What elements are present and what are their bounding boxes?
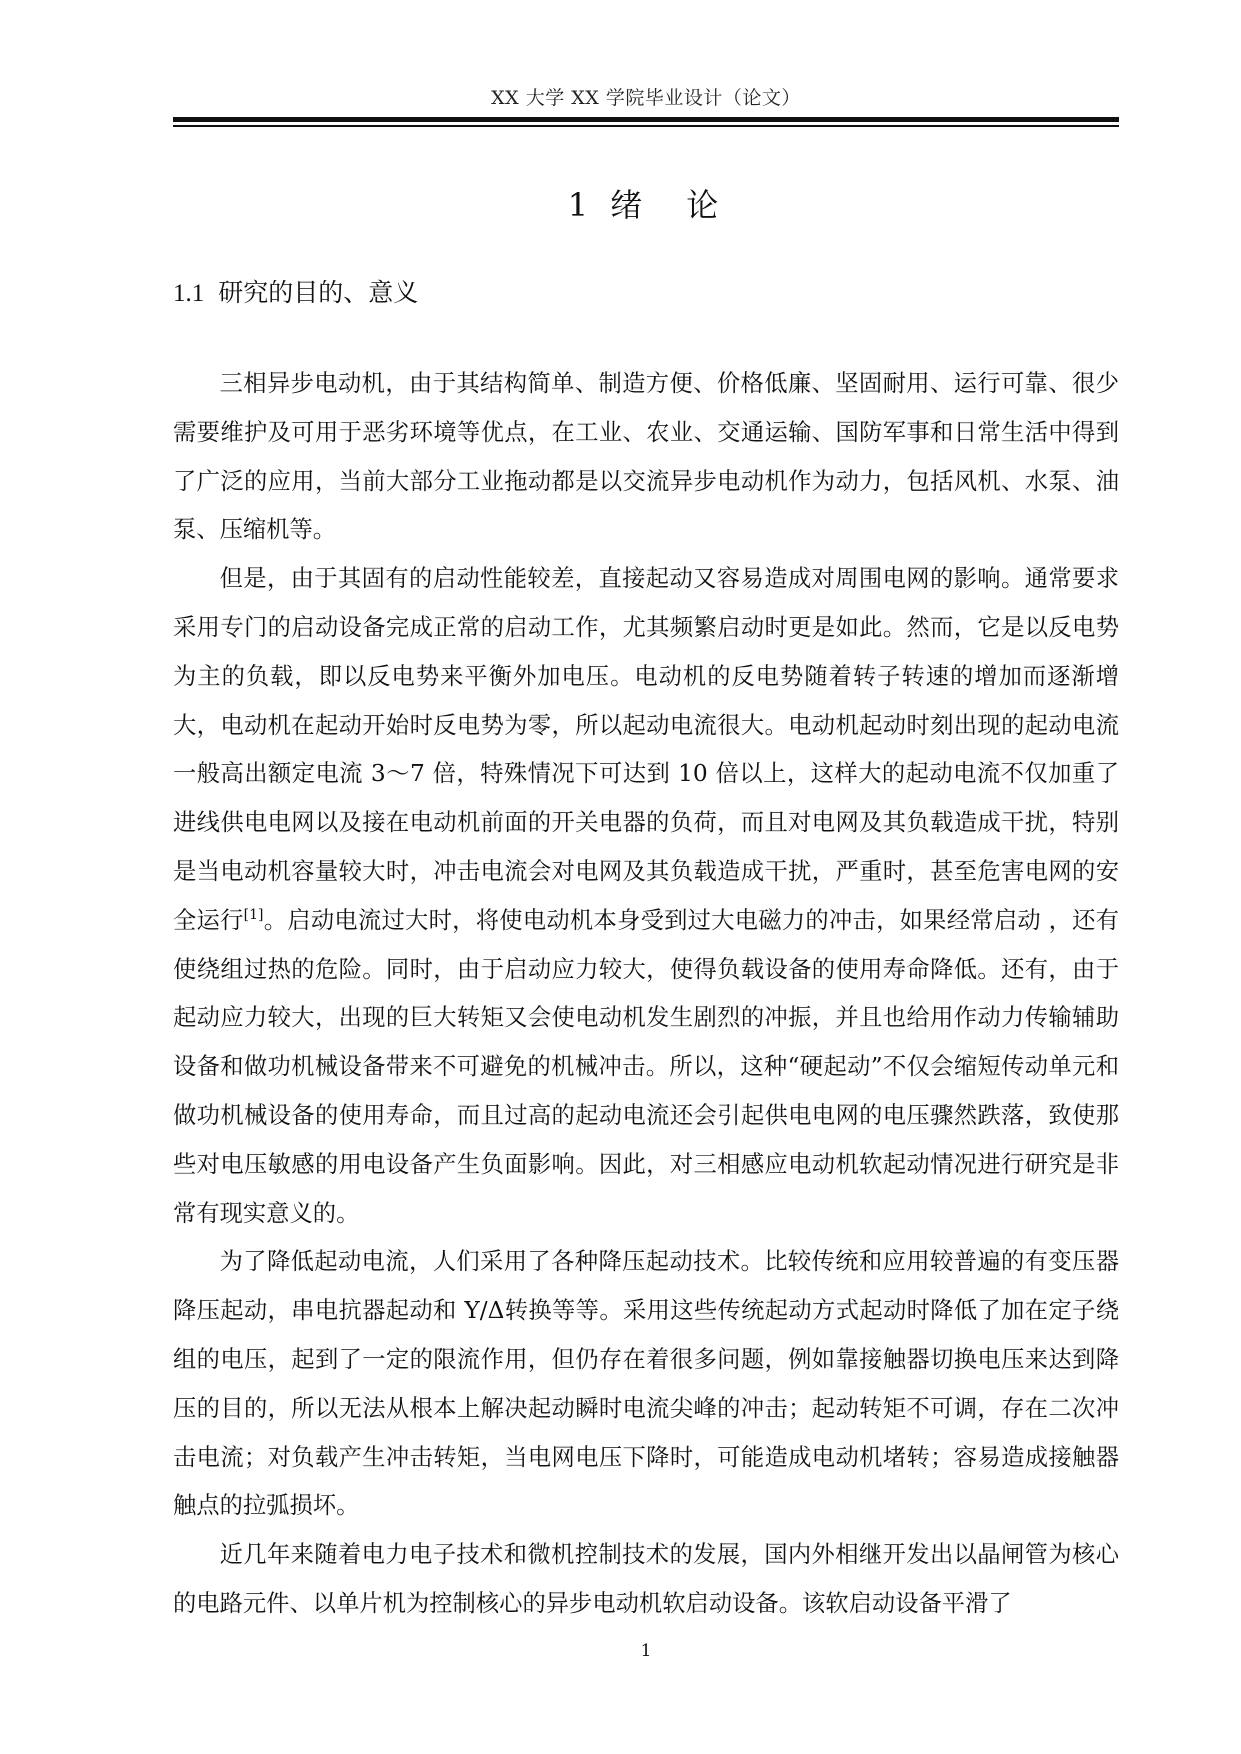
running-header: XX 大学 XX 学院毕业设计（论文） xyxy=(491,87,801,109)
citation-ref-1: [1] xyxy=(243,907,264,923)
paragraph-2-text-b: 。启动电流过大时，将使电动机本身受到过大电磁力的冲击，如果经常启动 ，还有使绕组过热的危险。同时，由于启动应力较大，使得负载设备的使用寿命降低。还有，由于起动应力较大，出现的巨大转矩又会使电动机发生剧烈的冲振，并且也给用作动力传输辅助设备和做功机械设备带来不可避免的机械冲击。所以，这种“硬起动”不仅会缩短传动单元和做功机械设备的使用寿命，而且过高的起动电流还会引起供电电网的电压骤然跌落，致使那些对电压敏感的用电设备产生负面影响。因此，对三相感应电动机软起动情况进行研究是非常有现实意义的。 xyxy=(173,906,1120,1227)
header-rule-thick xyxy=(173,117,1119,122)
paragraph-3: 为了降低起动电流，人们采用了各种降压起动技术。比较传统和应用较普遍的有变压器降压起动，串电抗器起动和 Y/Δ转换等等。采用这些传统起动方式起动时降低了加在定子绕组的电压，起到了一定的限流作用，但仍存在着很多问题，例如靠接触器切换电压来达到降压的目的，所以无法从根本上解决起动瞬时电流尖峰的冲击；起动转矩不可调，存在二次冲击电流；对负载产生冲击转矩，当电网电压下降时，可能造成电动机堵转；容易造成接触器触点的拉弧损坏。 xyxy=(173,1248,1119,1520)
body-text xyxy=(173,360,1119,1629)
chapter-title: 1 绪 论 xyxy=(567,186,725,224)
section-number: 1.1 xyxy=(173,280,205,307)
paragraph-2 xyxy=(173,555,1119,1238)
paragraph-1: 三相异步电动机，由于其结构简单、制造方便、价格低廉、坚固耐用、运行可靠、很少需要维护及可用于恶劣环境等优点，在工业、农业、交通运输、国防军事和日常生活中得到了广泛的应用，当前大部分工业拖动都是以交流异步电动机作为动力，包括风机、水泵、油泵、压缩机等。 xyxy=(173,370,1119,544)
paragraph-2-text-a: 但是，由于其固有的启动性能较差，直接起动又容易造成对周围电网的影响。通常要求采用专门的启动设备完成正常的启动工作，尤其频繁启动时更是如此。然而，它是以反电势为主的负载，即以反电势来平衡外加电压。电动机的反电势随着转子转速的增加而逐渐增大，电动机在起动开始时反电势为零，所以起动电流很大。电动机起动时刻出现的起动电流一般高出额定电流 3～7 倍，特殊情况下可达到 10 倍以上，这样大的起动电流不仅加重了进线供电电网以及接在电动机前面的开关电器的负荷，而且对电网及其负载造成干扰，特别是当电动机容量较大时，冲击电流会对电网及其负载造成干扰，严重时，甚至危害电网的安全运行 xyxy=(173,565,1119,934)
page-number: 1 xyxy=(640,1641,652,1661)
section-title: 研究的目的、意义 xyxy=(218,278,419,307)
paragraph-4: 近几年来随着电力电子技术和微机控制技术的发展，国内外相继开发出以晶闸管为核心的电路元件、以单片机为控制核心的异步电动机软启动设备。该软启动设备平滑了 xyxy=(173,1541,1119,1617)
header-rule-thin xyxy=(173,125,1119,127)
section-heading xyxy=(173,277,1119,310)
